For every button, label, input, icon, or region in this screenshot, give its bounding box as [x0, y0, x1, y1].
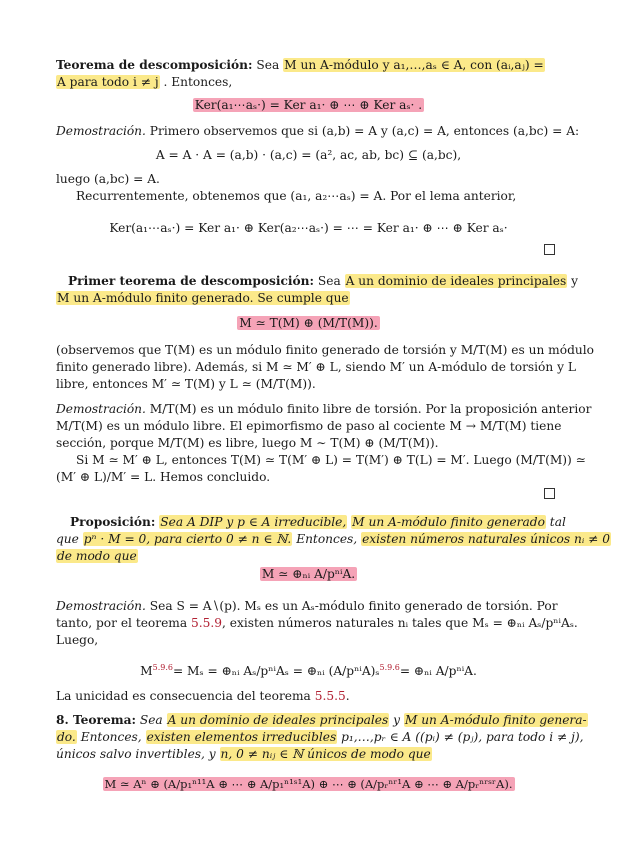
proposition-line-1	[70, 514, 575, 530]
text: p₁,…,pᵣ ∈ A ((pᵢ) ≠ (pⱼ), para todo i ≠ j),	[341, 730, 584, 744]
highlight: M un A-módulo finito generado	[352, 515, 545, 529]
demo-1-equation-2: Ker(a₁⋯aₛ·) = Ker a₁· ⊕ Ker(a₂⋯aₛ·) = ⋯ = Ker a₁· ⊕ ⋯ ⊕ Ker aₛ·	[109, 221, 508, 235]
text: Entonces,	[296, 532, 358, 546]
demo-3-equation	[56, 660, 561, 679]
text: . Entonces,	[163, 75, 233, 89]
text: Sea	[317, 274, 341, 288]
theorem-1-title: Teorema de descomposición:	[56, 58, 253, 72]
text: que	[56, 532, 79, 546]
text: = Mₛ = ⊕ₙᵢ Aₛ/pⁿⁱAₛ = ⊕ₙᵢ (A/pⁿⁱA)ₛ	[172, 664, 380, 679]
qed-square-icon	[544, 488, 555, 499]
highlight: M un A-módulo finito generado. Se cumple que	[57, 291, 349, 305]
theorem-2-line-2	[56, 290, 561, 306]
formula-highlight: M ≃ Aⁿ ⊕ (A/p₁ⁿ¹¹A ⊕ ⋯ ⊕ A/p₁ⁿ¹ˢ¹A) ⊕ ⋯ ⊕ (A/pᵣⁿʳ¹A ⊕ ⋯ ⊕ A/pᵣⁿʳˢʳA).	[104, 777, 513, 791]
text: .	[345, 689, 350, 703]
text: y	[393, 713, 400, 727]
highlight: do.	[57, 730, 76, 744]
equation-reference-link[interactable]: 5.9.6	[152, 663, 173, 672]
text: tal	[549, 515, 566, 529]
demo-3-line-1	[56, 598, 561, 614]
text: M/T(M) es un módulo finito libre de torsión. Por la proposición anterior	[149, 402, 592, 416]
demo-1-equation: A = A · A = (a,b) · (a,c) = (a², ac, ab, bc) ⊆ (a,bc),	[155, 148, 462, 162]
theorem-2-para-3: libre, entonces M′ ≃ T(M) y L ≃ (M/T(M)).	[56, 377, 316, 391]
highlight: A para todo i ≠ j	[57, 75, 159, 89]
proposition-line-2	[56, 531, 610, 547]
text: Primero observemos que si (a,b) = A y (a,c) = A, entonces (a,bc) = A:	[149, 124, 580, 138]
qed-square-icon	[544, 244, 555, 255]
text: únicos salvo invertibles, y	[56, 747, 216, 761]
demo-3-line-3: Luego,	[56, 633, 99, 647]
text: Sea	[139, 713, 163, 727]
demo-1-line-1	[56, 123, 580, 139]
theorem-1-formula	[56, 97, 561, 113]
highlight: M un A-módulo y a₁,…,aₛ ∈ A, con (aᵢ,aⱼ) =	[284, 58, 544, 72]
demo-2-line-1	[56, 401, 592, 417]
formula-highlight: M ≃ T(M) ⊕ (M/T(M)).	[239, 316, 378, 330]
equation-reference-link[interactable]: 5.9.6	[379, 663, 400, 672]
highlight: de modo que	[57, 549, 137, 563]
theorem-8-formula	[56, 776, 561, 792]
theorem-8-line-2	[56, 729, 584, 745]
highlight: A un dominio de ideales principales	[345, 274, 567, 288]
highlight: existen números naturales únicos nᵢ ≠ 0	[362, 532, 610, 546]
demo-2-line-3: sección, porque M/T(M) es libre, luego M ∼ T(M) ⊕ (M/T(M)).	[56, 436, 439, 450]
highlight: pⁿ · M = 0, para cierto 0 ≠ n ∈ ℕ.	[83, 532, 292, 546]
demo-label: Demostración.	[56, 402, 146, 416]
theorem-1-line-1	[56, 57, 561, 73]
demo-2-line-2: M/T(M) es un módulo libre. El epimorfismo de paso al cociente M → M/T(M) tiene	[56, 419, 562, 433]
text: = ⊕ₙᵢ A/pⁿⁱA.	[399, 664, 477, 679]
theorem-2-para-1: (observemos que T(M) es un módulo finito generado de torsión y M/T(M) es un módulo	[56, 343, 594, 357]
highlight: Sea A DIP y p ∈ A irreducible,	[160, 515, 347, 529]
demo-2-line-5: (M′ ⊕ L)/M′ = L. Hemos concluido.	[56, 470, 271, 484]
highlight: A un dominio de ideales principales	[167, 713, 389, 727]
demo-label: Demostración.	[56, 124, 146, 138]
highlight: n, 0 ≠ nᵢⱼ ∈ ℕ únicos de modo que	[220, 747, 431, 761]
theorem-1-line-2	[56, 74, 561, 90]
demo-3-line-2	[56, 615, 578, 631]
demo-2-line-4: Si M ≃ M′ ⊕ L, entonces T(M) ≃ T(M′ ⊕ L) = T(M′) ⊕ T(L) = M′. Luego (M/T(M)) ≃	[76, 453, 586, 467]
theorem-2-line-1	[68, 273, 579, 289]
theorem-2-title: Primer teorema de descomposición:	[68, 274, 315, 288]
text: M	[140, 664, 153, 679]
theorem-reference-link[interactable]: 5.5.5	[314, 689, 346, 703]
text: y	[571, 274, 579, 288]
text: tanto, por el teorema	[56, 616, 188, 630]
theorem-8-line-3	[56, 746, 561, 762]
demo-1-line-3: Recurrentemente, obtenemos que (a₁, a₂⋯aₛ) = A. Por el lema anterior,	[76, 189, 517, 203]
demo-3-line-4	[56, 688, 561, 704]
text: La unicidad es consecuencia del teorema	[56, 689, 311, 703]
text: Sea	[256, 58, 280, 72]
proposition-line-3	[56, 548, 561, 564]
demo-label: Demostración.	[56, 599, 146, 613]
theorem-2-para-2: finito generado libre). Además, si M ≃ M′ ⊕ L, siendo M′ un A-módulo de torsión y L	[56, 360, 576, 374]
proposition-formula	[56, 566, 561, 582]
highlight: existen elementos irreducibles	[146, 730, 337, 744]
theorem-8-line-1	[56, 712, 587, 728]
text: Sea S = A∖(p). Mₛ es un Aₛ-módulo finito generado de torsión. Por	[149, 599, 558, 613]
theorem-2-formula	[56, 315, 561, 331]
proposition-title: Proposición:	[70, 515, 156, 529]
text: Entonces,	[80, 730, 142, 744]
text: , existen números naturales nᵢ tales que Mₛ = ⊕ₙᵢ Aₛ/pⁿⁱAₛ.	[222, 616, 578, 630]
formula-highlight: M ≃ ⊕ₙᵢ A/pⁿⁱA.	[261, 567, 356, 581]
formula-highlight: Ker(a₁⋯aₛ·) = Ker a₁· ⊕ ⋯ ⊕ Ker aₛ· .	[194, 98, 423, 112]
demo-1-line-2: luego (a,bc) = A.	[56, 172, 160, 186]
highlight: M un A-módulo finito genera-	[404, 713, 587, 727]
theorem-reference-link[interactable]: 5.5.9	[191, 616, 223, 630]
theorem-8-title: 8. Teorema:	[56, 713, 136, 727]
